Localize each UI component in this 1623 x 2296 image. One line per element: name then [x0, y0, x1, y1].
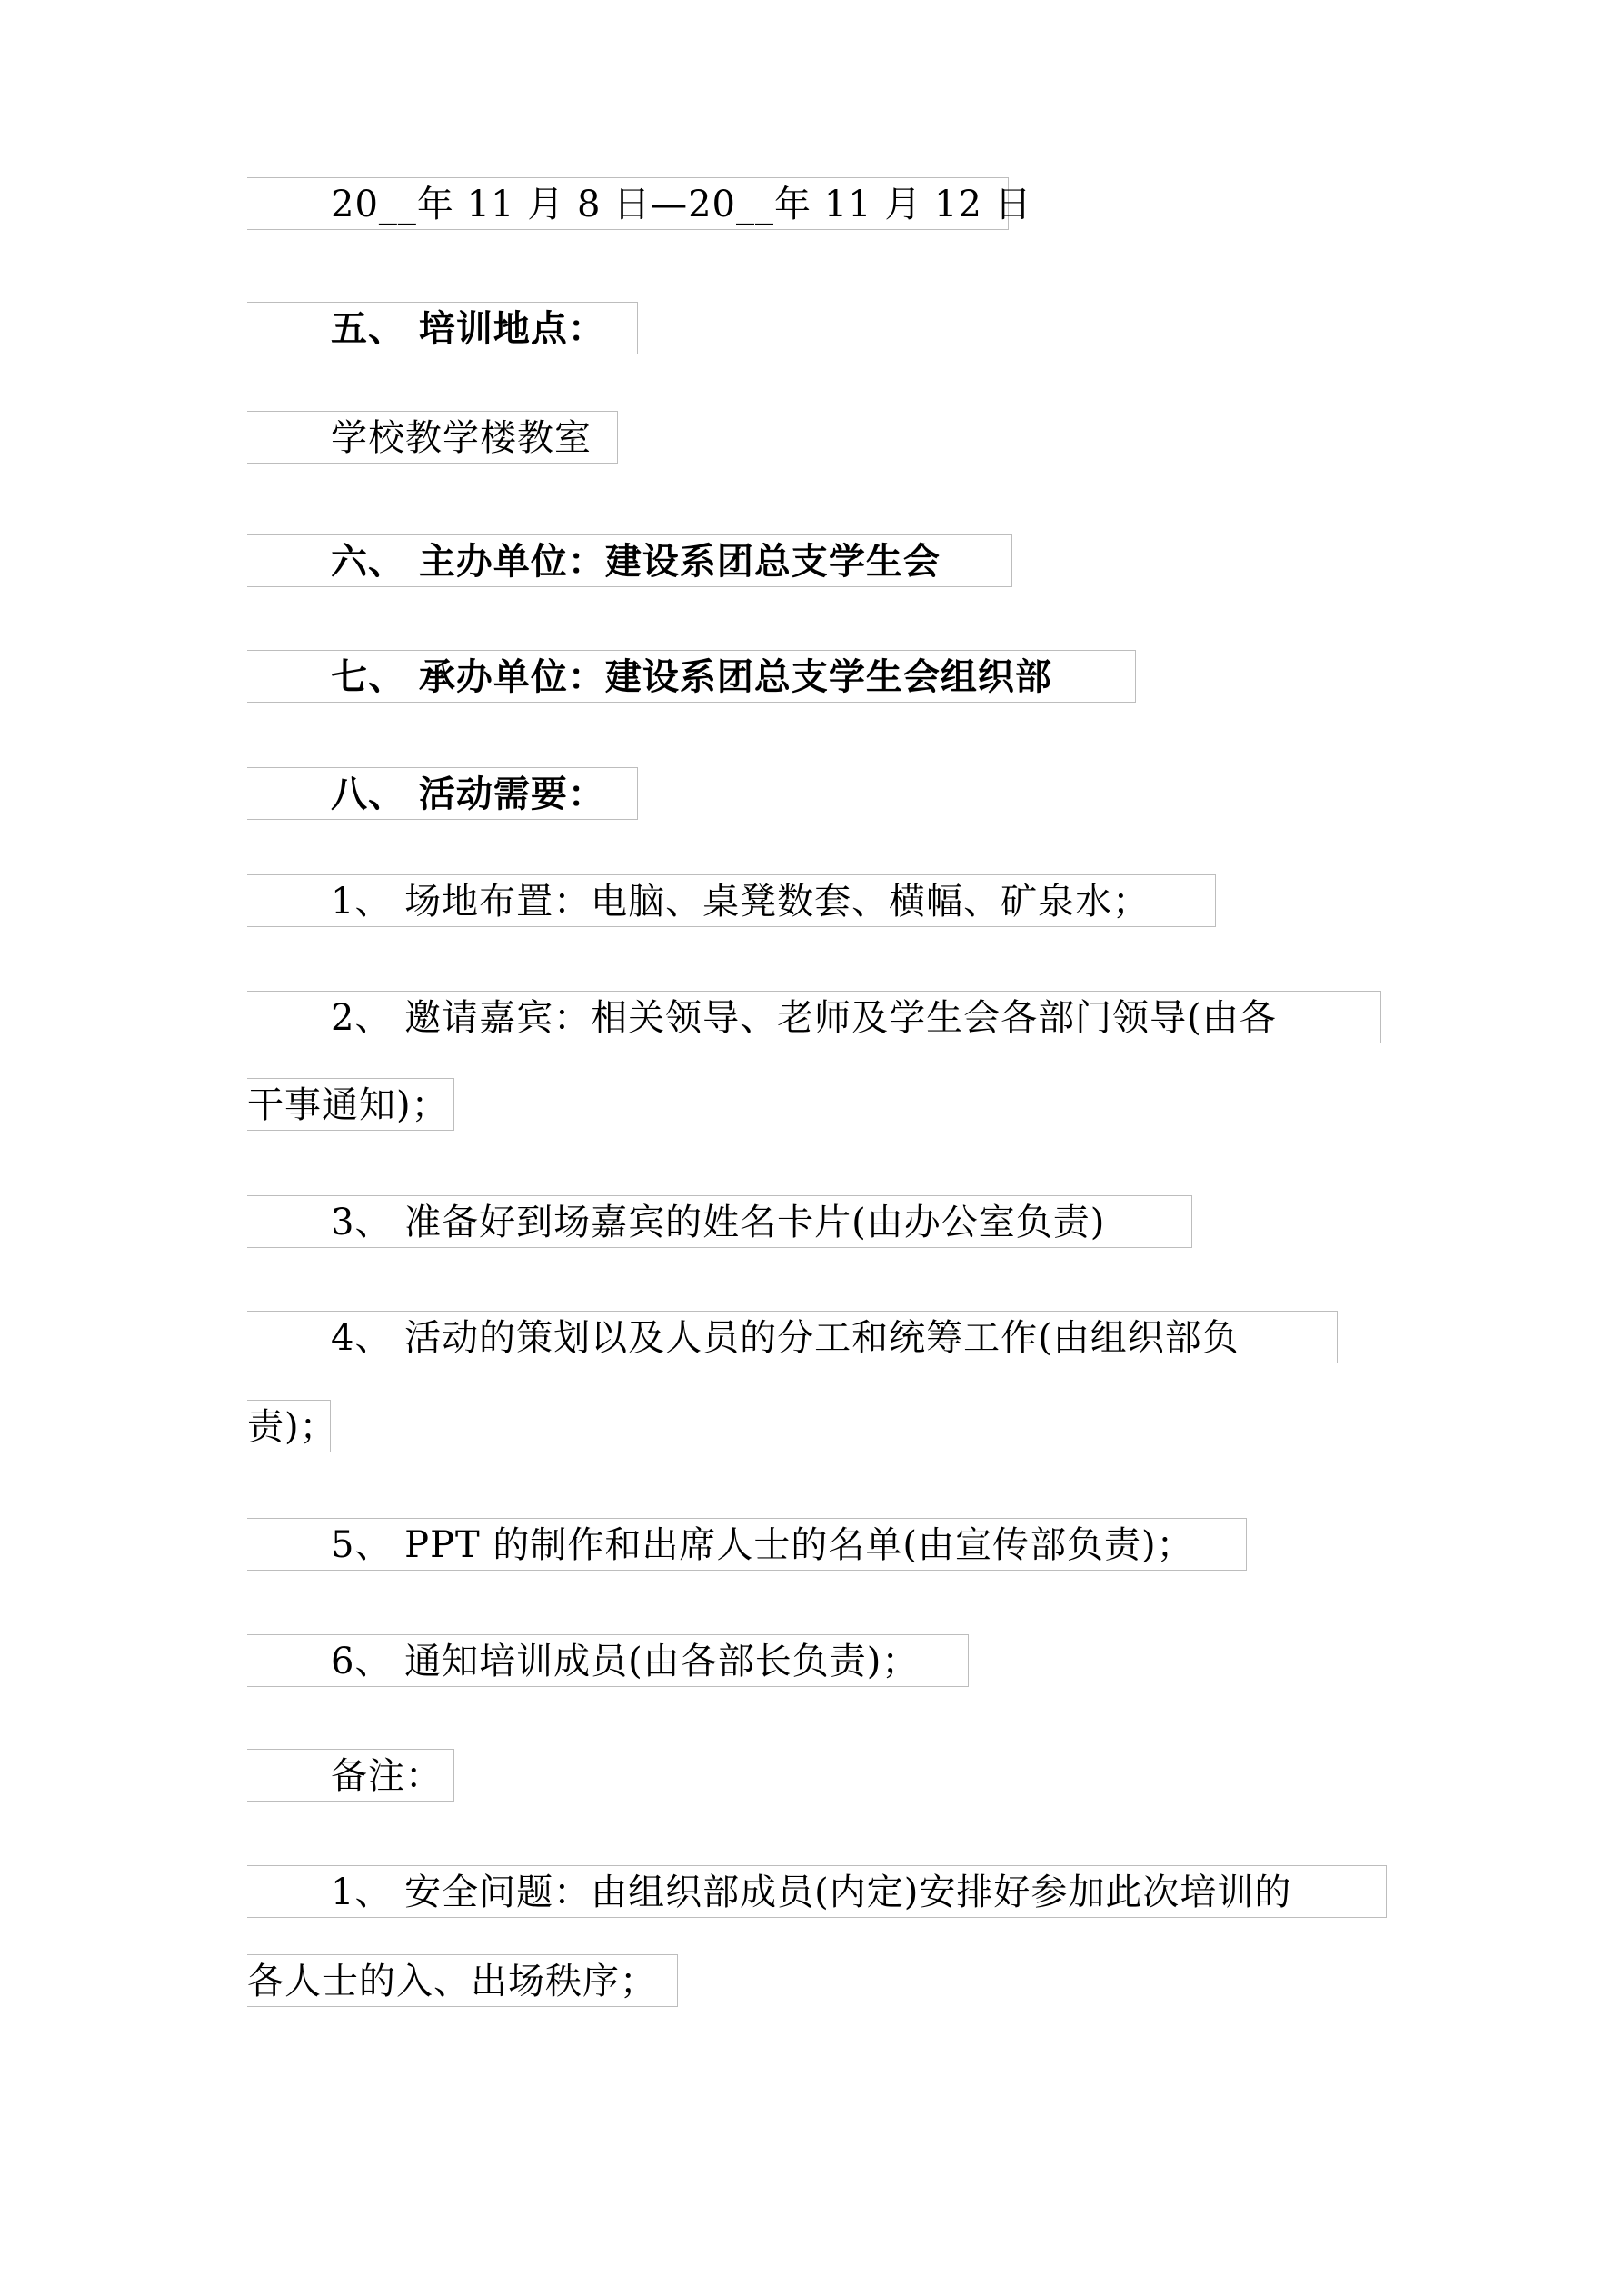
remark-item-1-continued: 各人士的入、出场秩序；: [247, 1954, 678, 2007]
list-item-4-continued: 责)；: [247, 1400, 331, 1452]
training-location-line: 学校教学楼教室: [247, 411, 618, 464]
section-6-heading: 六、 主办单位：建设系团总支学生会: [247, 534, 1012, 587]
list-item-6: 6、 通知培训成员(由各部长负责)；: [247, 1634, 969, 1687]
list-item-4: 4、 活动的策划以及人员的分工和统筹工作(由组织部负: [247, 1311, 1338, 1363]
list-item-3: 3、 准备好到场嘉宾的姓名卡片(由办公室负责): [247, 1195, 1192, 1248]
list-item-5: 5、 PPT 的制作和出席人士的名单(由宣传部负责)；: [247, 1518, 1247, 1571]
remarks-heading: 备注：: [247, 1749, 454, 1802]
remark-item-1: 1、 安全问题：由组织部成员(内定)安排好参加此次培训的: [247, 1865, 1387, 1918]
section-8-heading: 八、 活动需要：: [247, 767, 638, 820]
list-item-1: 1、 场地布置：电脑、桌凳数套、横幅、矿泉水；: [247, 874, 1216, 927]
training-date-line: 20__年 11 月 8 日—20__年 11 月 12 日: [247, 177, 1009, 230]
list-item-2: 2、 邀请嘉宾：相关领导、老师及学生会各部门领导(由各: [247, 991, 1381, 1043]
section-5-heading: 五、 培训地点：: [247, 302, 638, 354]
list-item-2-continued: 干事通知)；: [247, 1078, 454, 1131]
section-7-heading: 七、 承办单位：建设系团总支学生会组织部: [247, 650, 1136, 703]
